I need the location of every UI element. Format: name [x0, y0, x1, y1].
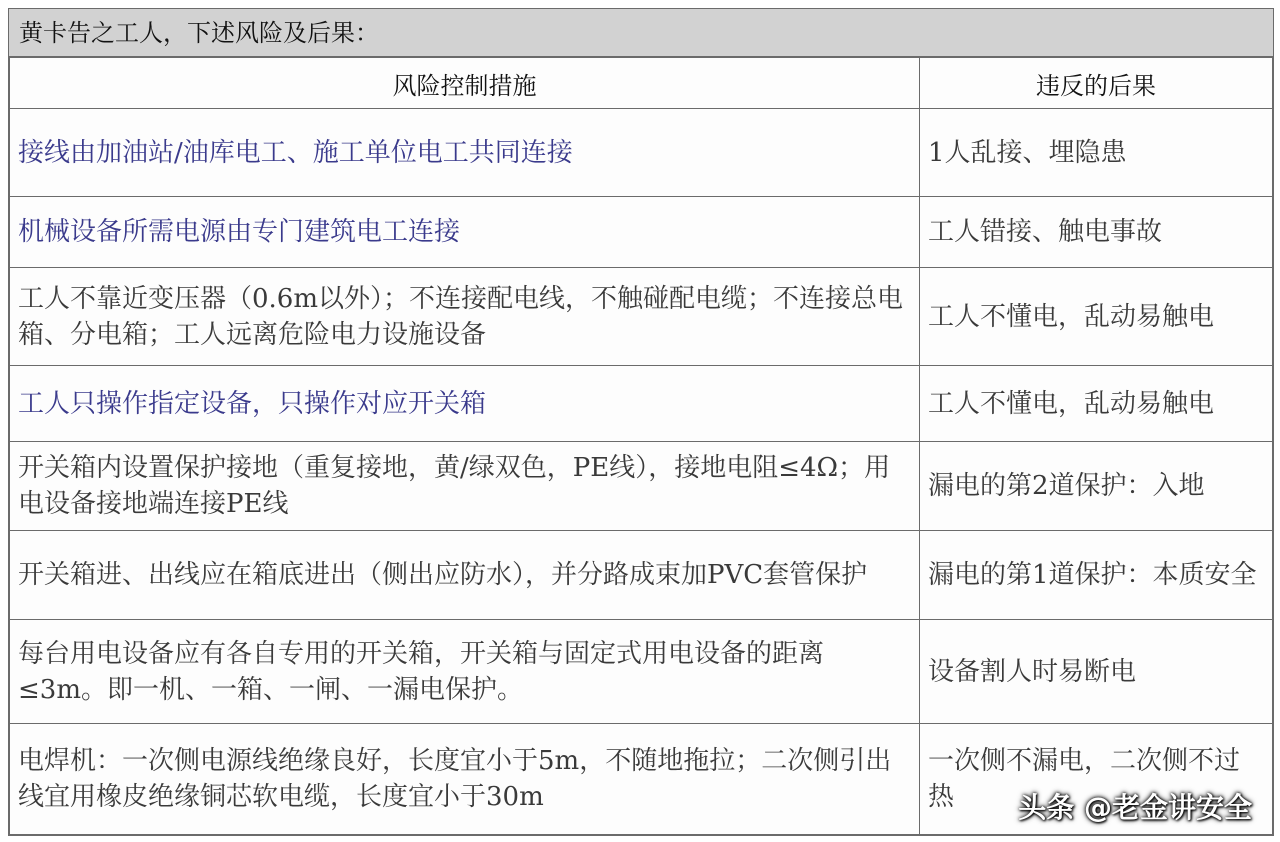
table-row [10, 366, 1273, 442]
header-measures: 风险控制措施 [10, 58, 920, 109]
risk-table [9, 57, 1273, 835]
measure-cell: 工人只操作指定设备，只操作对应开关箱 [10, 366, 920, 442]
consequence-cell: 工人不懂电，乱动易触电 [920, 268, 1273, 366]
measure-cell: 开关箱内设置保护接地（重复接地，黄/绿双色，PE线），接地电阻≤4Ω；用电设备接地端连接PE线 [10, 442, 920, 531]
table-title: 黄卡告之工人，下述风险及后果： [9, 9, 1273, 57]
consequence-cell: 1人乱接、埋隐患 [920, 109, 1273, 197]
table-row [10, 531, 1273, 620]
measure-cell: 电焊机：一次侧电源线绝缘良好，长度宜小于5m，不随地拖拉；二次侧引出线宜用橡皮绝缘铜芯软电缆，长度宜小于30m [10, 724, 920, 835]
table-row [10, 268, 1273, 366]
header-row [10, 58, 1273, 109]
table-row [10, 620, 1273, 724]
header-consequences: 违反的后果 [920, 58, 1273, 109]
table-row [10, 442, 1273, 531]
consequence-cell: 工人不懂电，乱动易触电 [920, 366, 1273, 442]
watermark: 头条 @老金讲安全 [1018, 791, 1252, 824]
measure-cell: 开关箱进、出线应在箱底进出（侧出应防水），并分路成束加PVC套管保护 [10, 531, 920, 620]
measure-cell: 工人不靠近变压器（0.6m以外）；不连接配电线，不触碰配电缆；不连接总电箱、分电箱；工人远离危险电力设施设备 [10, 268, 920, 366]
consequence-cell: 漏电的第2道保护：入地 [920, 442, 1273, 531]
consequence-cell: 漏电的第1道保护：本质安全 [920, 531, 1273, 620]
consequence-cell: 工人错接、触电事故 [920, 197, 1273, 268]
risk-table-sheet [8, 8, 1274, 836]
table-row [10, 109, 1273, 197]
consequence-cell: 一次侧不漏电，二次侧不过热 [920, 724, 1273, 835]
measure-cell: 接线由加油站/油库电工、施工单位电工共同连接 [10, 109, 920, 197]
consequence-cell: 设备割人时易断电 [920, 620, 1273, 724]
table-row [10, 197, 1273, 268]
measure-cell: 机械设备所需电源由专门建筑电工连接 [10, 197, 920, 268]
measure-cell: 每台用电设备应有各自专用的开关箱，开关箱与固定式用电设备的距离≤3m。即一机、一箱、一闸、一漏电保护。 [10, 620, 920, 724]
